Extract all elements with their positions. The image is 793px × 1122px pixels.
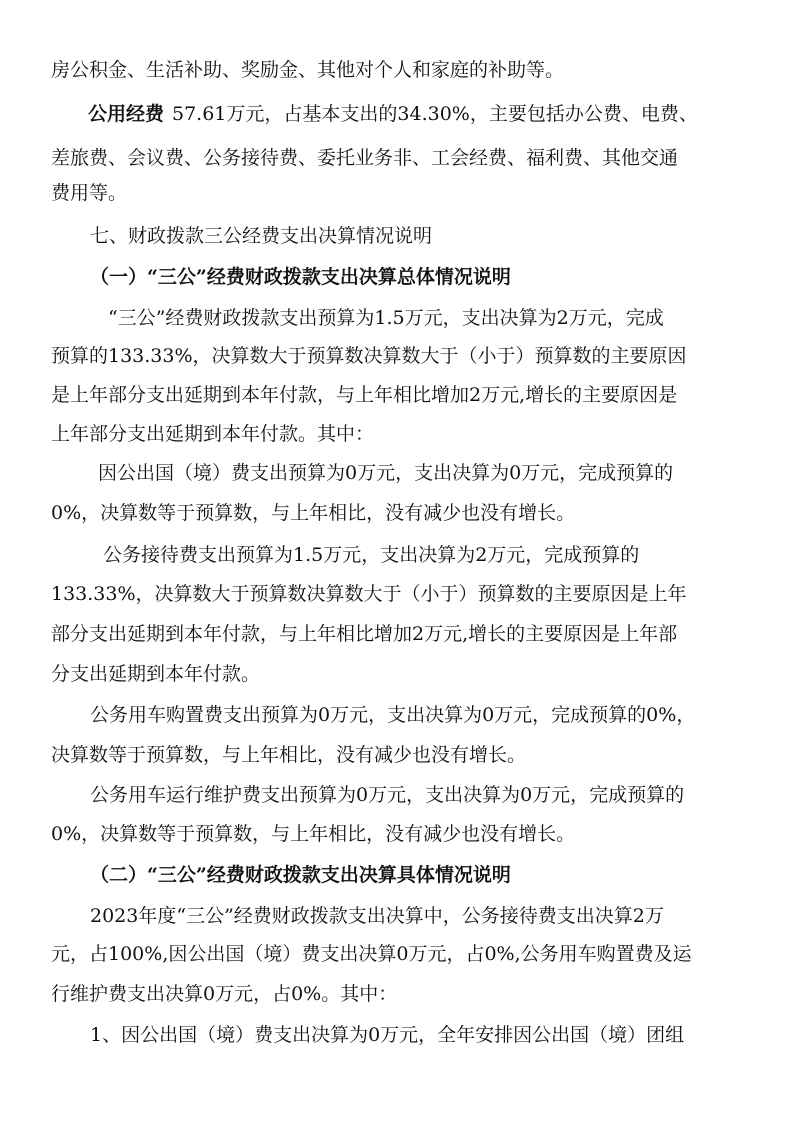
paragraph-line: 公务用车购置费支出预算为0万元，支出决算为0万元，完成预算的0%， [90,704,696,726]
paragraph-line: 133.33%，决算数大于预算数决算数大于（小于）预算数的主要原因是上年 [51,583,687,605]
paragraph-line: 元，占100%,因公出国（境）费支出决算0万元，占0%,公务用车购置费及运 [51,943,692,965]
paragraph-line: 公务接待费支出预算为1.5万元，支出决算为2万元，完成预算的 [103,544,640,566]
paragraph-line: 房公积金、生活补助、奖励金、其他对个人和家庭的补助等。 [51,59,565,81]
paragraph-line: 分支出延期到本年付款。 [51,663,261,685]
paragraph-line: 0%，决算数等于预算数，与上年相比，没有减少也没有增长。 [51,502,576,524]
paragraph-line: 行维护费支出决算0万元，占0%。其中： [51,983,398,1005]
paragraph-line: “三公”经费财政拨款支出预算为1.5万元，支出决算为2万元，完成 [108,307,664,329]
section-heading: 七、财政拨款三公经费支出决算情况说明 [90,225,433,247]
paragraph-line: 预算的133.33%，决算数大于预算数决算数大于（小于）预算数的主要原因 [51,345,687,367]
paragraph-line: 决算数等于预算数，与上年相比，没有减少也没有增长。 [51,744,527,766]
paragraph-line: 差旅费、会议费、公务接待费、委托业务非、工会经费、福利费、其他交通 [51,147,679,169]
paragraph-line-label: 公用经费 [88,103,165,125]
paragraph-line: 1、因公出国（境）费支出决算为0万元，全年安排因公出国（境）团组 [90,1024,685,1046]
paragraph-line: 是上年部分支出延期到本年付款，与上年相比增加2万元,增长的主要原因是 [51,384,678,406]
paragraph-line: 57.61万元，占基本支出的34.30%，主要包括办公费、电费、 [172,103,698,125]
paragraph-line: 公务用车运行维护费支出预算为0万元，支出决算为0万元，完成预算的 [90,784,685,806]
paragraph-line: 2023年度“三公”经费财政拨款支出决算中，公务接待费支出决算2万 [90,905,664,927]
paragraph-line: 因公出国（境）费支出预算为0万元，支出决算为0万元，完成预算的 [98,462,674,484]
subsection-heading: （二）“三公”经费财政拨款支出决算具体情况说明 [90,864,511,886]
paragraph-line: 上年部分支出延期到本年付款。其中： [51,423,375,445]
paragraph-line: 0%，决算数等于预算数，与上年相比，没有减少也没有增长。 [51,823,576,845]
paragraph-line: 部分支出延期到本年付款，与上年相比增加2万元,增长的主要原因是上年部 [51,623,678,645]
subsection-heading: （一）“三公”经费财政拨款支出决算总体情况说明 [90,266,511,288]
paragraph-line: 费用等。 [51,182,128,204]
